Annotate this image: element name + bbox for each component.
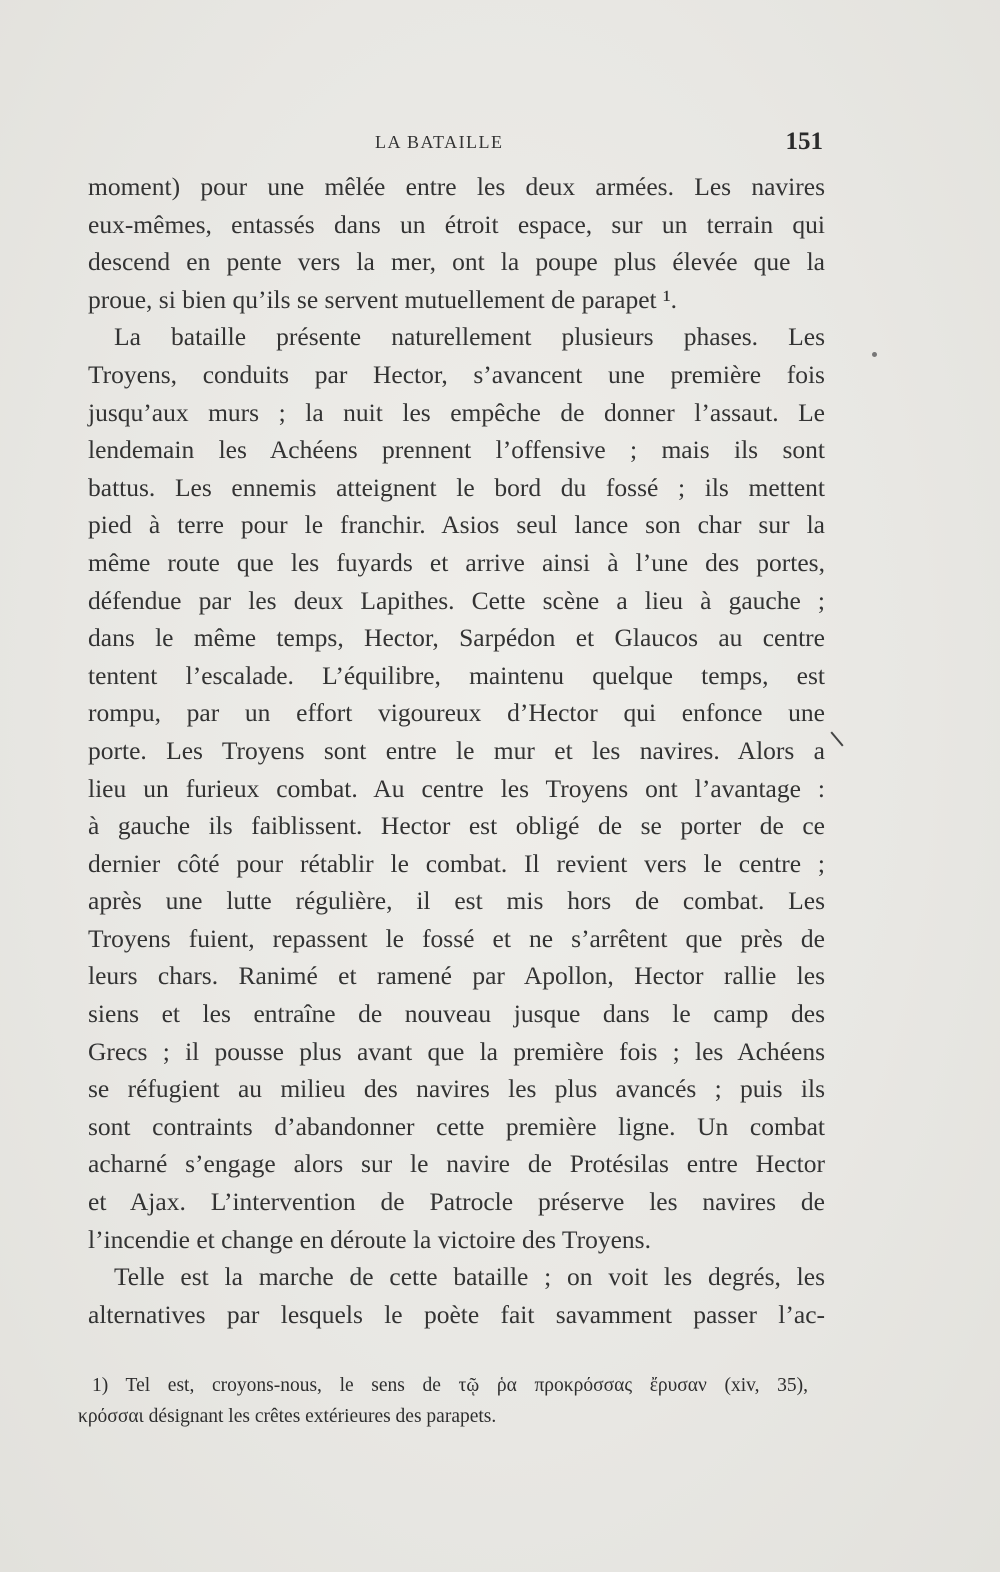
text-line: La bataille présente naturellement plusieurs phases. Les	[114, 322, 825, 352]
text-line: lendemain les Achéens prennent l’offensive ; mais ils sont	[88, 435, 825, 465]
footnote-line: κρόσσαι désignant les crêtes extérieures des parapets.	[78, 1406, 497, 1427]
text-line: à gauche ils faiblissent. Hector est obligé de se porter de ce	[88, 811, 825, 841]
page-number: 151	[785, 128, 823, 155]
page-header	[90, 130, 825, 160]
running-title: LA BATAILLE	[375, 132, 504, 152]
text-line: proue, si bien qu’ils se servent mutuellement de parapet ¹.	[88, 284, 678, 314]
text-line: dernier côté pour rétablir le combat. Il revient vers le centre ;	[88, 848, 825, 878]
text-line: l’incendie et change en déroute la victoire des Troyens.	[88, 1224, 651, 1254]
text-line: battus. Les ennemis atteignent le bord du fossé ; ils mettent	[88, 472, 825, 502]
text-line: descend en pente vers la mer, ont la poupe plus élevée que la	[88, 247, 825, 277]
text-line: et Ajax. L’intervention de Patrocle préserve les navires de	[88, 1187, 825, 1217]
footnote-line: 1) Tel est, croyons-nous, le sens de τῷ ῥα προκρόσσας ἔρυσαν (xiv, 35),	[92, 1375, 808, 1396]
text-line: siens et les entraîne de nouveau jusque dans le camp des	[88, 999, 825, 1029]
text-line: leurs chars. Ranimé et ramené par Apollon, Hector rallie les	[88, 961, 825, 991]
text-line: sont contraints d’abandonner cette première ligne. Un combat	[88, 1111, 825, 1141]
text-line: pied à terre pour le franchir. Asios seul lance son char sur la	[88, 510, 825, 540]
text-line: Troyens, conduits par Hector, s’avancent une première fois	[88, 359, 825, 389]
body-text	[88, 168, 825, 1333]
text-line: défendue par les deux Lapithes. Cette scène a lieu à gauche ;	[88, 585, 825, 615]
text-line: lieu un furieux combat. Au centre les Troyens ont l’avantage :	[88, 773, 825, 803]
text-line: dans le même temps, Hector, Sarpédon et Glaucos au centre	[88, 623, 825, 653]
text-line: Troyens fuient, repassent le fossé et ne s’arrêtent que près de	[88, 923, 825, 953]
text-line: tentent l’escalade. L’équilibre, maintenu quelque temps, est	[88, 660, 825, 690]
text-line: alternatives par lesquels le poète fait savamment passer l’ac-	[88, 1299, 825, 1329]
text-line: moment) pour une mêlée entre les deux armées. Les navires	[88, 172, 825, 201]
margin-pen-stroke	[830, 731, 843, 746]
text-line: Telle est la marche de cette bataille ; on voit les degrés, les	[114, 1262, 825, 1292]
text-line: se réfugient au milieu des navires les plus avancés ; puis ils	[88, 1074, 825, 1104]
text-line: eux-mêmes, entassés dans un étroit espace, sur un terrain qui	[88, 209, 825, 239]
text-line: porte. Les Troyens sont entre le mur et les navires. Alors a	[88, 735, 825, 765]
footnotes	[78, 1370, 808, 1432]
text-line: rompu, par un effort vigoureux d’Hector qui enfonce une	[88, 698, 825, 728]
text-line: même route que les fuyards et arrive ainsi à l’une des portes,	[88, 547, 825, 577]
text-line: Grecs ; il pousse plus avant que la première fois ; les Achéens	[88, 1036, 825, 1066]
print-speck	[872, 352, 877, 357]
text-line: après une lutte régulière, il est mis hors de combat. Les	[88, 886, 825, 916]
text-line: acharné s’engage alors sur le navire de Protésilas entre Hector	[88, 1149, 825, 1179]
text-line: jusqu’aux murs ; la nuit les empêche de donner l’assaut. Le	[88, 397, 825, 427]
